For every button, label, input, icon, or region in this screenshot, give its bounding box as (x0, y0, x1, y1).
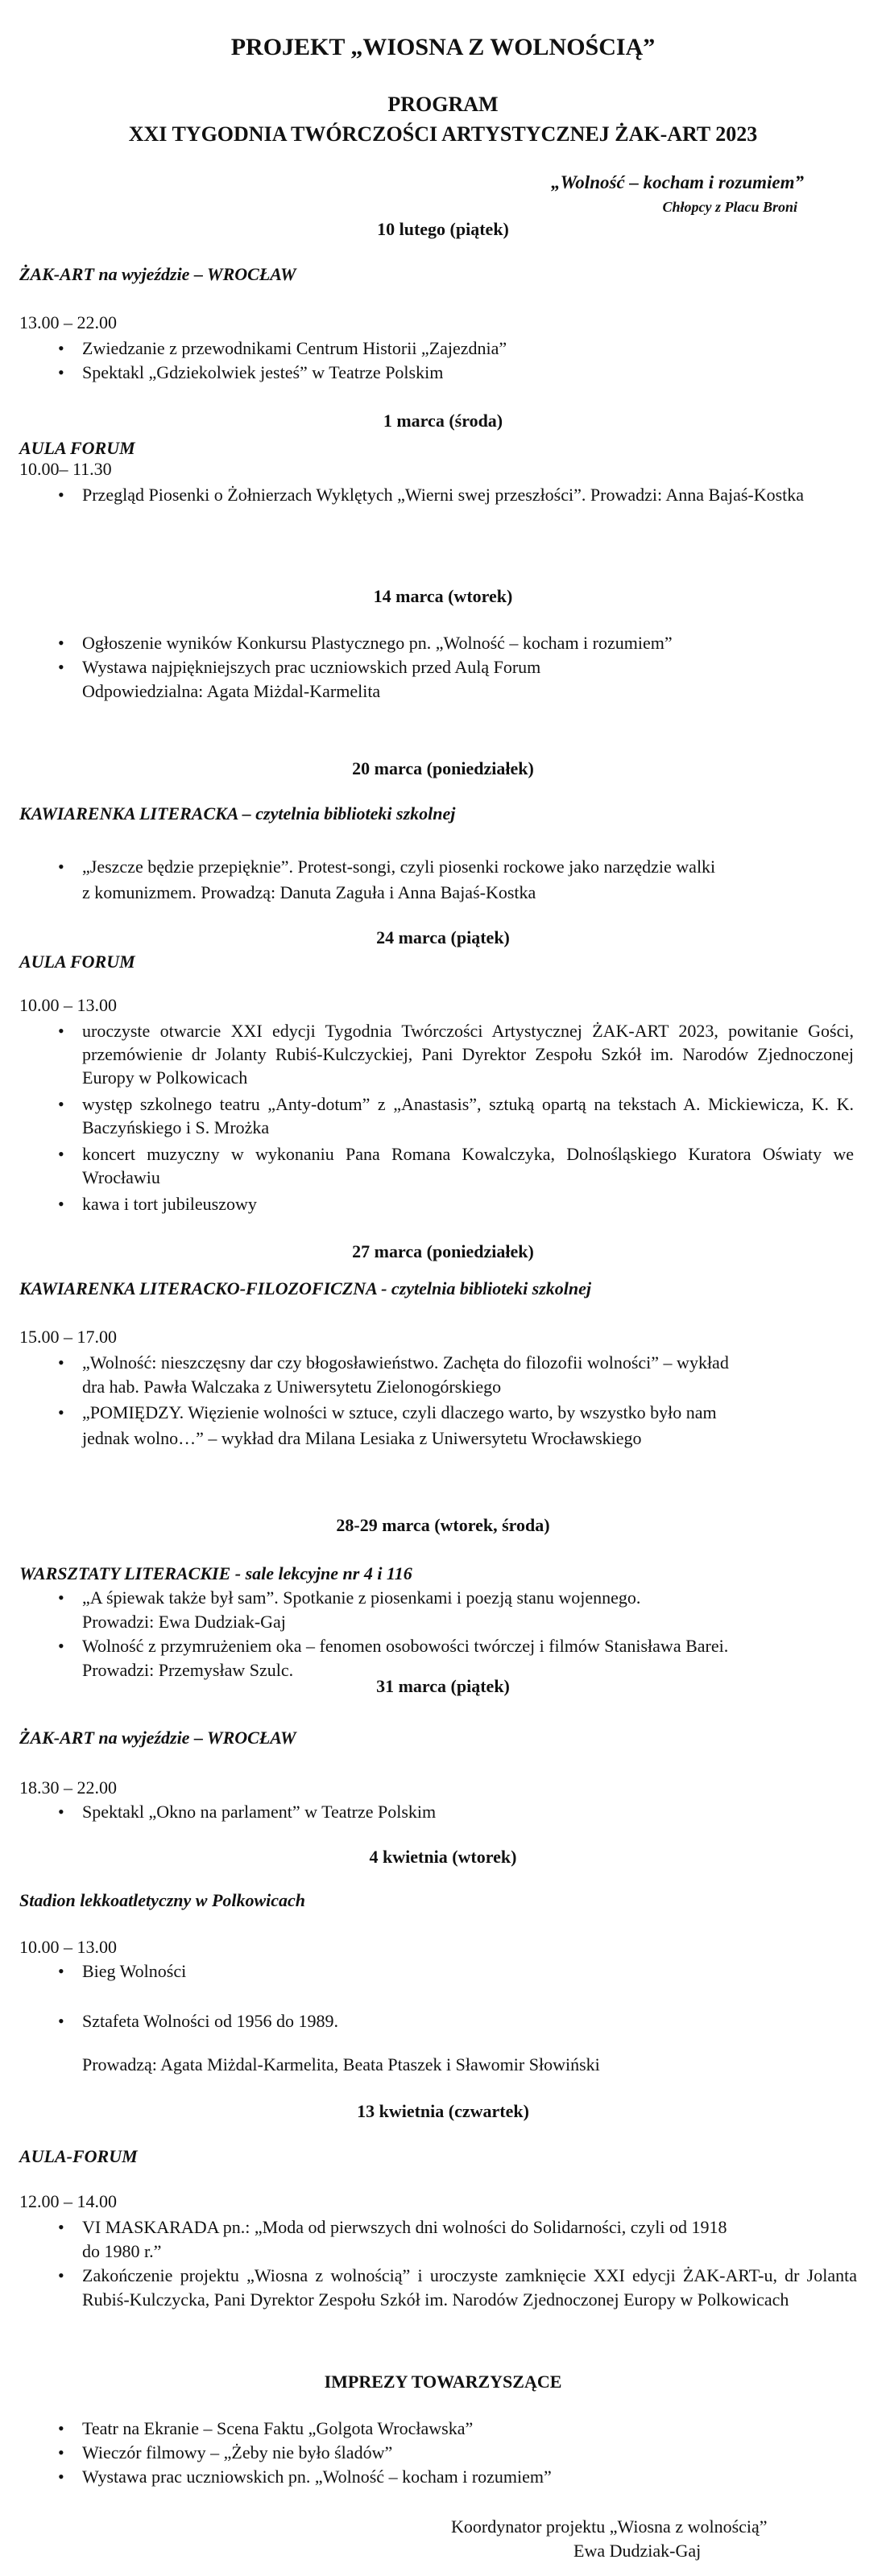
motto-author: Chłopcy z Placu Broni (662, 199, 797, 215)
section-items (19, 336, 849, 385)
program-subtitle: XXI TYGODNIA TWÓRCZOŚCI ARTYSTYCZNEJ ŻAK-ART 2023 (128, 122, 758, 146)
section-date: 31 marca (piątek) (376, 1676, 510, 1696)
coordinator-name: Ewa Dudziak-Gaj (573, 2541, 702, 2561)
side-events-title: IMPREZY TOWARZYSZĄCE (324, 2372, 562, 2392)
list-item: • Wystawa prac uczniowskich pn. „Wolność – kocham i rozumiem” (19, 2465, 849, 2489)
list-item-continuation: dra hab. Pawła Walczaka z Uniwersytetu Zielonogórskiego (82, 1377, 502, 1397)
section-venue: AULA-FORUM (19, 2146, 138, 2166)
section-items (19, 1401, 849, 1425)
list-item: • „POMIĘDZY. Więzienie wolności w sztuce, czyli dlaczego warto, by wszystko było nam (19, 1401, 849, 1425)
list-item: • VI MASKARADA pn.: „Moda od pierwszych dni wolności do Solidarności, czyli od 1918 (19, 2215, 857, 2240)
section-items (19, 483, 854, 507)
section-time: 10.00– 11.30 (19, 459, 112, 479)
list-item: • Bieg Wolności (19, 1959, 849, 1984)
list-item: • Sztafeta Wolności od 1956 do 1989. (19, 2009, 849, 2033)
section-time: 15.00 – 17.00 (19, 1327, 117, 1347)
section-venue: Stadion lekkoatletyczny w Polkowicach (19, 1890, 306, 1910)
section-venue: KAWIARENKA LITERACKA – czytelnia biblioteki szkolnej (19, 803, 456, 824)
organizers: Prowadzą: Agata Miżdal-Karmelita, Beata Ptaszek i Sławomir Słowiński (82, 2054, 600, 2074)
section-items (19, 2264, 857, 2312)
side-events-list (19, 2417, 849, 2489)
program-title: PROGRAM (387, 93, 499, 116)
list-item: • Spektakl „Gdziekolwiek jesteś” w Teatrze Polskim (19, 361, 849, 385)
list-item: • kawa i tort jubileuszowy (19, 1192, 854, 1216)
section-time: 12.00 – 14.00 (19, 2191, 117, 2211)
section-items (19, 1800, 849, 1824)
section-items (19, 1351, 849, 1375)
list-item: • Wieczór filmowy – „Żeby nie było śladów” (19, 2441, 849, 2465)
list-item: • Teatr na Ekranie – Scena Faktu „Golgota Wrocławska” (19, 2417, 849, 2441)
section-time: 13.00 – 22.00 (19, 312, 117, 332)
list-item: • „A śpiewak także był sam”. Spotkanie z piosenkami i poezją stanu wojennego. (19, 1586, 849, 1610)
list-item-continuation: do 1980 r.” (82, 2241, 162, 2261)
section-items (19, 855, 849, 879)
section-date: 1 marca (środa) (383, 411, 503, 431)
section-date: 27 marca (poniedziałek) (352, 1241, 534, 1261)
section-items (19, 1019, 854, 1216)
list-item-continuation: z komunizmem. Prowadzą: Danuta Zaguła i Anna Bajaś-Kostka (82, 882, 536, 902)
coordinator-label: Koordynator projektu „Wiosna z wolnością” (451, 2516, 768, 2537)
section-date: 20 marca (poniedziałek) (352, 758, 534, 778)
section-items (19, 1959, 849, 2033)
list-item: • Zwiedzanie z przewodnikami Centrum Historii „Zajezdnia” (19, 336, 849, 361)
section-items (19, 1634, 857, 1658)
section-venue: ŻAK-ART na wyjeździe – WROCŁAW (19, 1728, 296, 1748)
list-item: • Wolność z przymrużeniem oka – fenomen osobowości twórczej i filmów Stanisława Barei. (19, 1634, 857, 1658)
section-date: 28-29 marca (wtorek, środa) (336, 1515, 550, 1535)
list-item: • Wystawa najpiękniejszych prac uczniowskich przed Aulą Forum (19, 655, 849, 679)
section-venue: ŻAK-ART na wyjeździe – WROCŁAW (19, 264, 296, 284)
list-item: • Ogłoszenie wyników Konkursu Plastycznego pn. „Wolność – kocham i rozumiem” (19, 631, 849, 655)
list-item: • Przegląd Piosenki o Żołnierzach Wyklętych „Wierni swej przeszłości”. Prowadzi: Anna Bajaś-Kostka (19, 483, 854, 507)
list-item-continuation: Prowadzi: Przemysław Szulc. (82, 1660, 294, 1680)
section-date: 24 marca (piątek) (376, 927, 510, 947)
section-items (19, 631, 849, 679)
section-date: 14 marca (wtorek) (373, 586, 513, 606)
section-time: 10.00 – 13.00 (19, 995, 117, 1015)
list-item: • Spektakl „Okno na parlament” w Teatrze Polskim (19, 1800, 849, 1824)
section-date: 4 kwietnia (wtorek) (369, 1847, 517, 1867)
section-venue: AULA FORUM (19, 438, 135, 458)
section-time: 18.30 – 22.00 (19, 1777, 117, 1798)
list-item: • „Jeszcze będzie przepięknie”. Protest-songi, czyli piosenki rockowe jako narzędzie walki (19, 855, 849, 879)
section-time: 10.00 – 13.00 (19, 1937, 117, 1957)
list-item: • koncert muzyczny w wykonaniu Pana Romana Kowalczyka, Dolnośląskiego Kuratora Oświaty we Wrocławiu (19, 1142, 854, 1189)
list-item: • występ szkolnego teatru „Anty-dotum” z „Anastasis”, sztuką opartą na tekstach A. Mickiewicza, K. K. Baczyńskiego i S. Mrożka (19, 1092, 854, 1139)
list-item-continuation: Prowadzi: Ewa Dudziak-Gaj (82, 1612, 286, 1632)
list-item: • „Wolność: nieszczęsny dar czy błogosławieństwo. Zachęta do filozofii wolności” – wykład (19, 1351, 849, 1375)
list-item-continuation: jednak wolno…” – wykład dra Milana Lesiaka z Uniwersytetu Wrocławskiego (82, 1428, 642, 1448)
project-title: PROJEKT „WIOSNA Z WOLNOŚCIĄ” (230, 34, 656, 60)
section-venue: AULA FORUM (19, 952, 135, 972)
motto: „Wolność – kocham i rozumiem” (551, 172, 804, 192)
list-item: • Zakończenie projektu „Wiosna z wolnością” i uroczyste zamknięcie XXI edycji ŻAK-ART-u, dr Jolanta Rubiś-Kulczycka, Pani Dyrektor Zespołu Szkół im. Narodów Zjednoczonej Europy w Polkowicach (19, 2264, 857, 2312)
section-venue: WARSZTATY LITERACKIE - sale lekcyjne nr 4 i 116 (19, 1563, 412, 1583)
responsible-person: Odpowiedzialna: Agata Miżdal-Karmelita (82, 681, 381, 701)
section-venue: KAWIARENKA LITERACKO-FILOZOFICZNA - czytelnia biblioteki szkolnej (19, 1278, 592, 1298)
section-items (19, 1586, 849, 1610)
section-date: 13 kwietnia (czwartek) (357, 2101, 529, 2121)
list-item: • uroczyste otwarcie XXI edycji Tygodnia Twórczości Artystycznej ŻAK-ART 2023, powitanie Gości, przemówienie dr Jolanty Rubiś-Kulczyckiej, Pani Dyrektor Zespołu Szkół im. Narodów Zjednoczonej Europy w Polkowicach (19, 1019, 854, 1089)
section-date: 10 lutego (piątek) (377, 219, 509, 239)
section-items (19, 2215, 857, 2240)
